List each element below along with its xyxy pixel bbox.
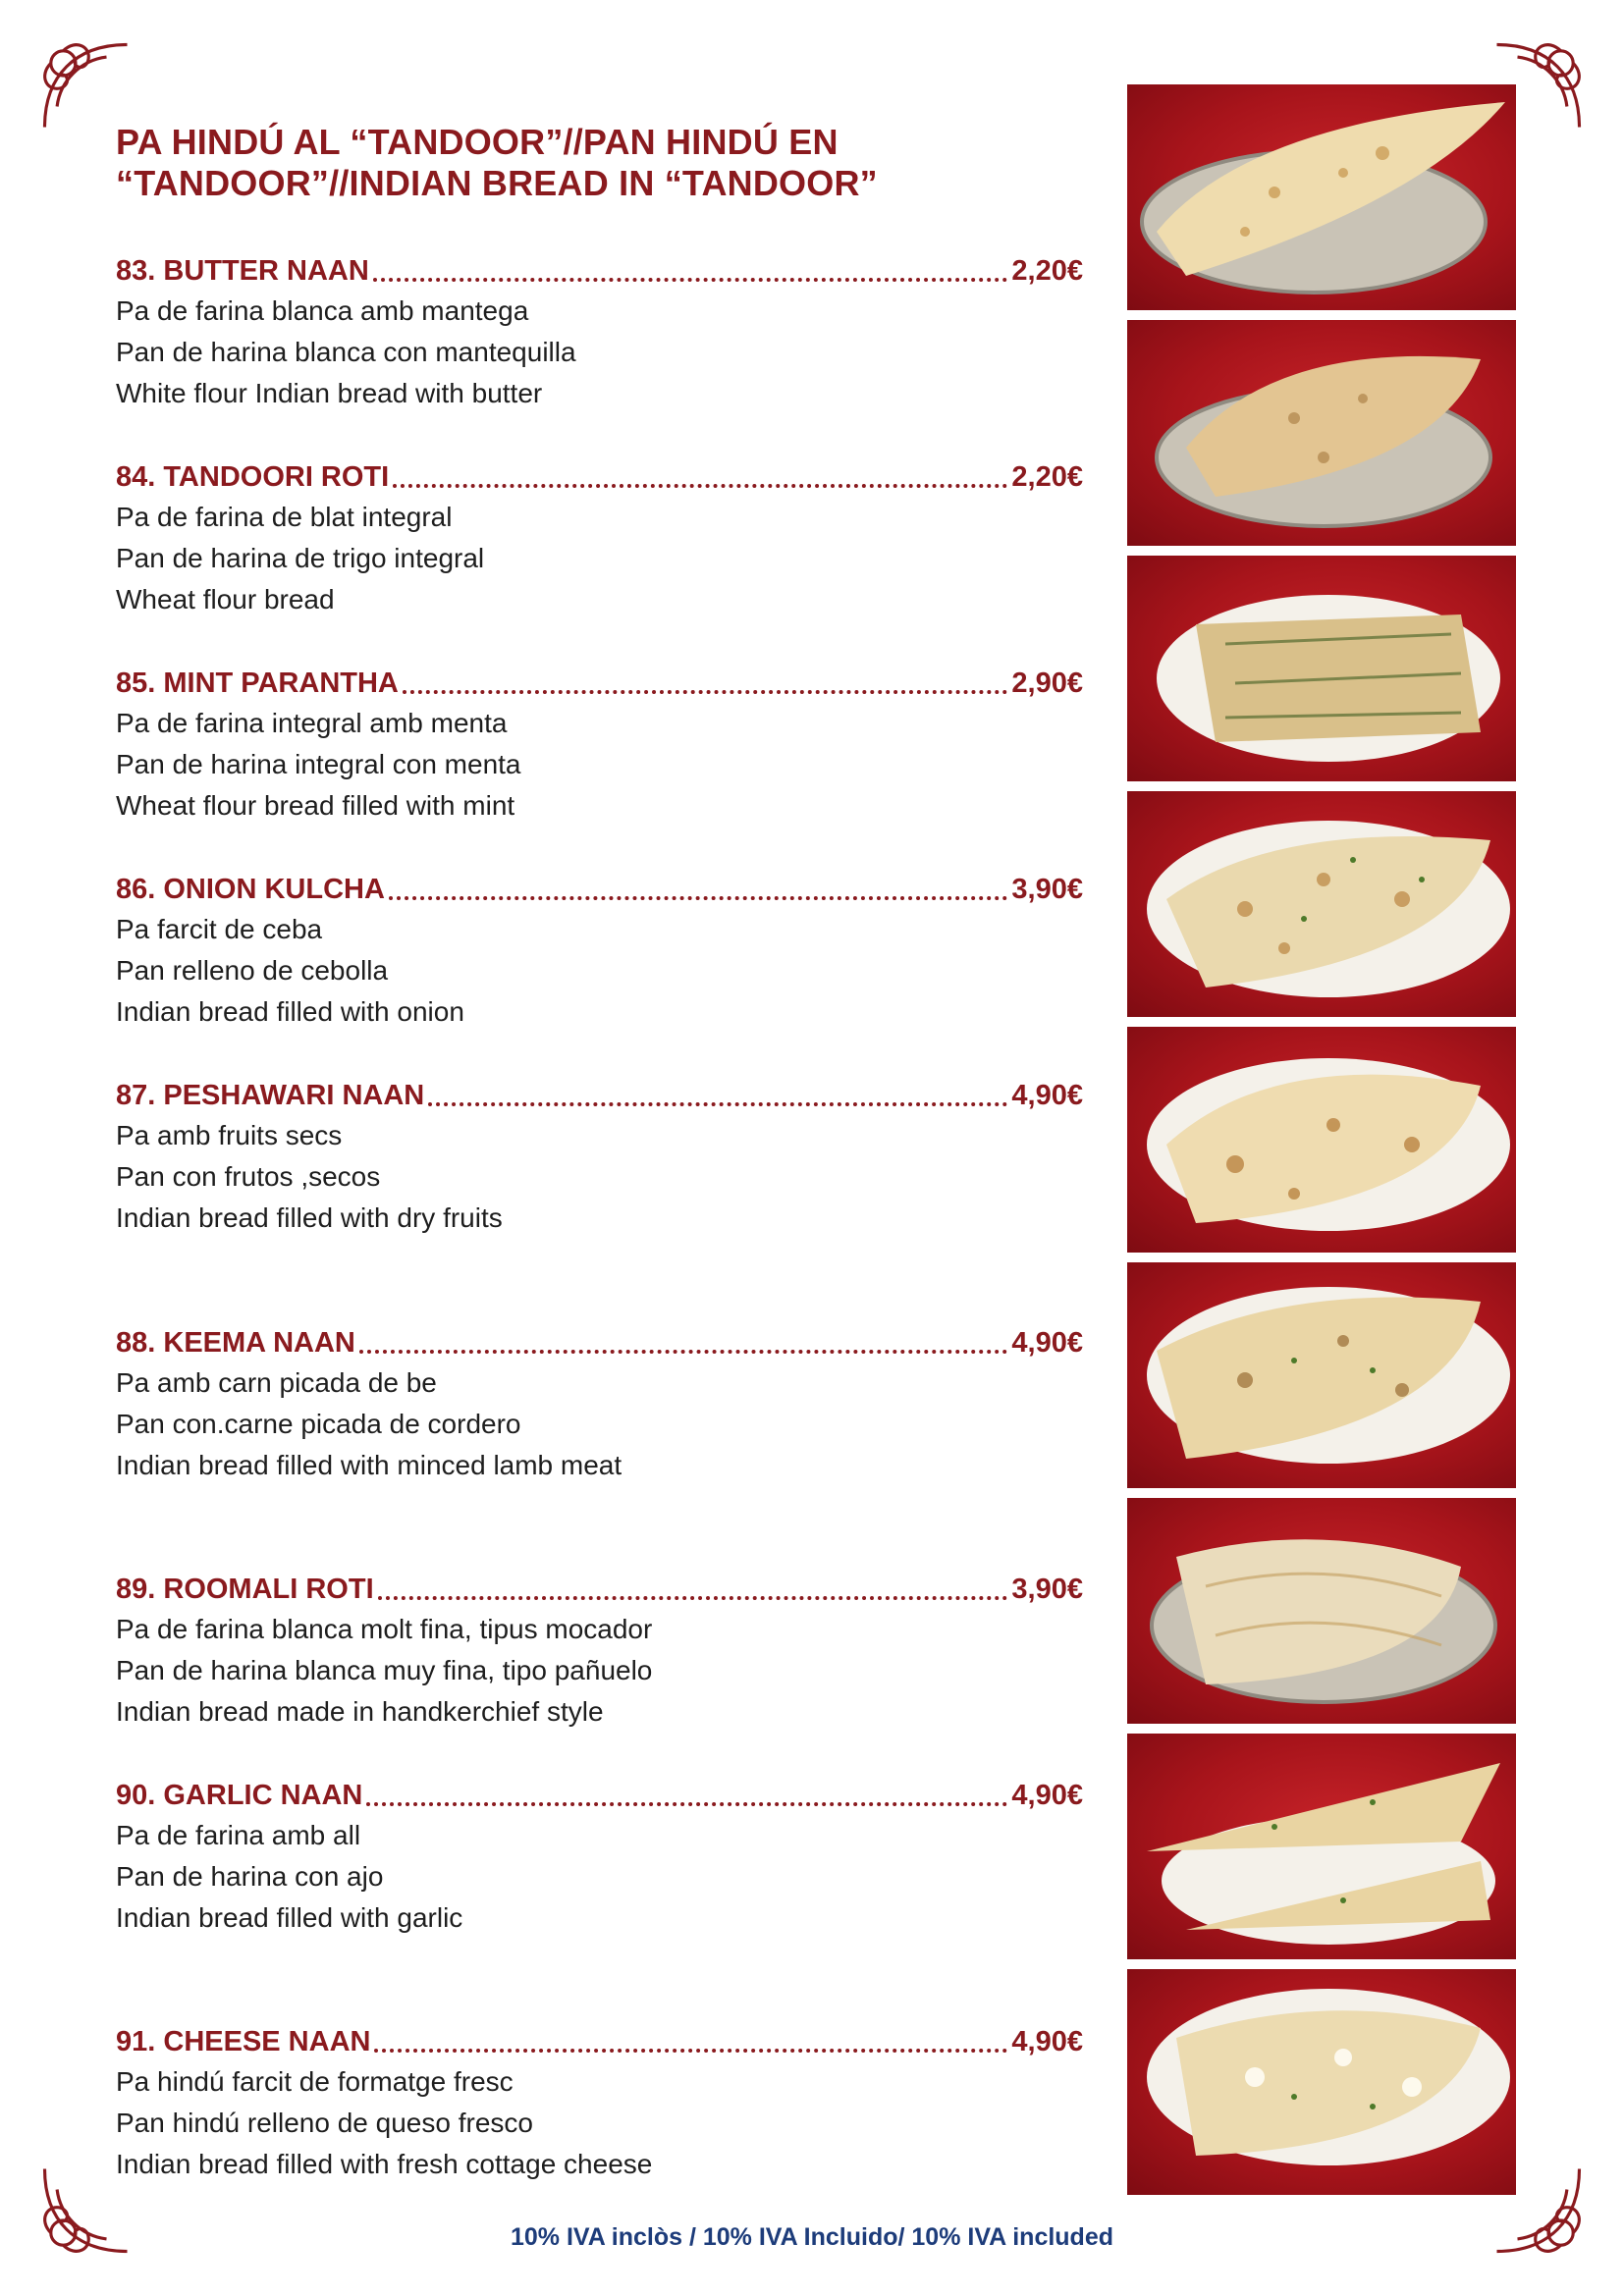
garlic-naan-photo [1127, 1734, 1516, 1959]
item-desc-ca: Pa hindú farcit de formatge fresc [116, 2066, 514, 2097]
roomali-roti-photo [1127, 1498, 1516, 1724]
item-desc-ca: Pa de farina integral amb menta [116, 708, 508, 738]
item-desc-ca: Pa de farina blanca molt fina, tipus mocador [116, 1614, 653, 1644]
menu-item-keema-naan [116, 1323, 1083, 1486]
item-name: 84. TANDOORI ROTI [116, 461, 390, 493]
item-price: 4,90€ [1011, 1780, 1083, 1811]
item-desc-en: White flour Indian bread with butter [116, 378, 543, 408]
vat-note: 10% IVA inclòs / 10% IVA Incluido/ 10% IVA included [510, 2223, 1114, 2251]
item-desc-es: Pan de harina de trigo integral [116, 543, 485, 573]
item-name: 91. CHEESE NAAN [116, 2026, 371, 2057]
dot-leader [378, 1596, 1008, 1600]
keema-naan-photo [1127, 1262, 1516, 1488]
item-name: 86. ONION KULCHA [116, 874, 385, 905]
butter-naan-photo [1127, 84, 1516, 310]
tandoori-roti-photo [1127, 320, 1516, 546]
item-desc-en: Indian bread filled with onion [116, 996, 464, 1027]
dot-leader [389, 896, 1008, 900]
item-price: 4,90€ [1011, 1080, 1083, 1111]
item-price: 2,20€ [1011, 255, 1083, 287]
item-desc-ca: Pa amb carn picada de be [116, 1367, 437, 1398]
item-desc-es: Pan relleno de cebolla [116, 955, 389, 986]
item-desc-es: Pan con.carne picada de cordero [116, 1409, 521, 1439]
item-desc-es: Pan de harina blanca con mantequilla [116, 337, 576, 367]
dot-leader [359, 1350, 1008, 1354]
item-name: 83. BUTTER NAAN [116, 255, 369, 287]
menu-item-onion-kulcha [116, 870, 1083, 1033]
item-desc-ca: Pa de farina de blat integral [116, 502, 453, 532]
page-title [116, 122, 1019, 204]
menu-item-garlic-naan [116, 1776, 1083, 1939]
item-name: 85. MINT PARANTHA [116, 667, 399, 699]
peshawari-naan-photo [1127, 1027, 1516, 1253]
item-price: 4,90€ [1011, 1327, 1083, 1359]
dot-leader [373, 278, 1008, 282]
item-name: 87. PESHAWARI NAAN [116, 1080, 425, 1111]
item-desc-en: Wheat flour bread filled with mint [116, 790, 515, 821]
item-desc-en: Indian bread made in handkerchief style [116, 1696, 604, 1727]
menu-item-butter-naan [116, 251, 1083, 414]
dot-leader [428, 1102, 1007, 1106]
item-price: 2,90€ [1011, 667, 1083, 699]
item-desc-en: Indian bread filled with minced lamb meat [116, 1450, 623, 1480]
item-desc-es: Pan con frutos ,secos [116, 1161, 381, 1192]
item-name: 90. GARLIC NAAN [116, 1780, 363, 1811]
item-desc-en: Indian bread filled with fresh cottage cheese [116, 2149, 653, 2179]
item-desc-en: Indian bread filled with garlic [116, 1902, 463, 1933]
page-title-line-2: “TANDOOR”//INDIAN BREAD IN “TANDOOR” [116, 163, 878, 203]
dot-leader [374, 2049, 1007, 2053]
item-desc-en: Wheat flour bread [116, 584, 335, 614]
item-name: 89. ROOMALI ROTI [116, 1574, 374, 1605]
item-desc-ca: Pa de farina blanca amb mantega [116, 295, 529, 326]
item-desc-ca: Pa farcit de ceba [116, 914, 323, 944]
item-desc-es: Pan de harina con ajo [116, 1861, 384, 1892]
menu-item-roomali-roti [116, 1570, 1083, 1733]
item-desc-en: Indian bread filled with dry fruits [116, 1202, 503, 1233]
dot-leader [366, 1802, 1007, 1806]
item-desc-ca: Pa amb fruits secs [116, 1120, 343, 1150]
mint-parantha-photo [1127, 556, 1516, 781]
onion-kulcha-photo [1127, 791, 1516, 1017]
menu-item-peshawari-naan [116, 1076, 1083, 1239]
item-desc-es: Pan hindú relleno de queso fresco [116, 2108, 533, 2138]
menu-item-cheese-naan [116, 2022, 1083, 2185]
page-title-line-1: PA HINDÚ AL “TANDOOR”//PAN HINDÚ EN [116, 122, 839, 162]
dot-leader [403, 690, 1008, 694]
item-price: 3,90€ [1011, 1574, 1083, 1605]
item-name: 88. KEEMA NAAN [116, 1327, 355, 1359]
dot-leader [393, 484, 1007, 488]
item-price: 3,90€ [1011, 874, 1083, 905]
item-desc-es: Pan de harina integral con menta [116, 749, 521, 779]
item-desc-es: Pan de harina blanca muy fina, tipo pañuelo [116, 1655, 653, 1685]
menu-item-tandoori-roti [116, 457, 1083, 620]
item-desc-ca: Pa de farina amb all [116, 1820, 361, 1850]
cheese-naan-photo [1127, 1969, 1516, 2195]
item-price: 4,90€ [1011, 2026, 1083, 2057]
item-price: 2,20€ [1011, 461, 1083, 493]
menu-item-mint-parantha [116, 664, 1083, 827]
